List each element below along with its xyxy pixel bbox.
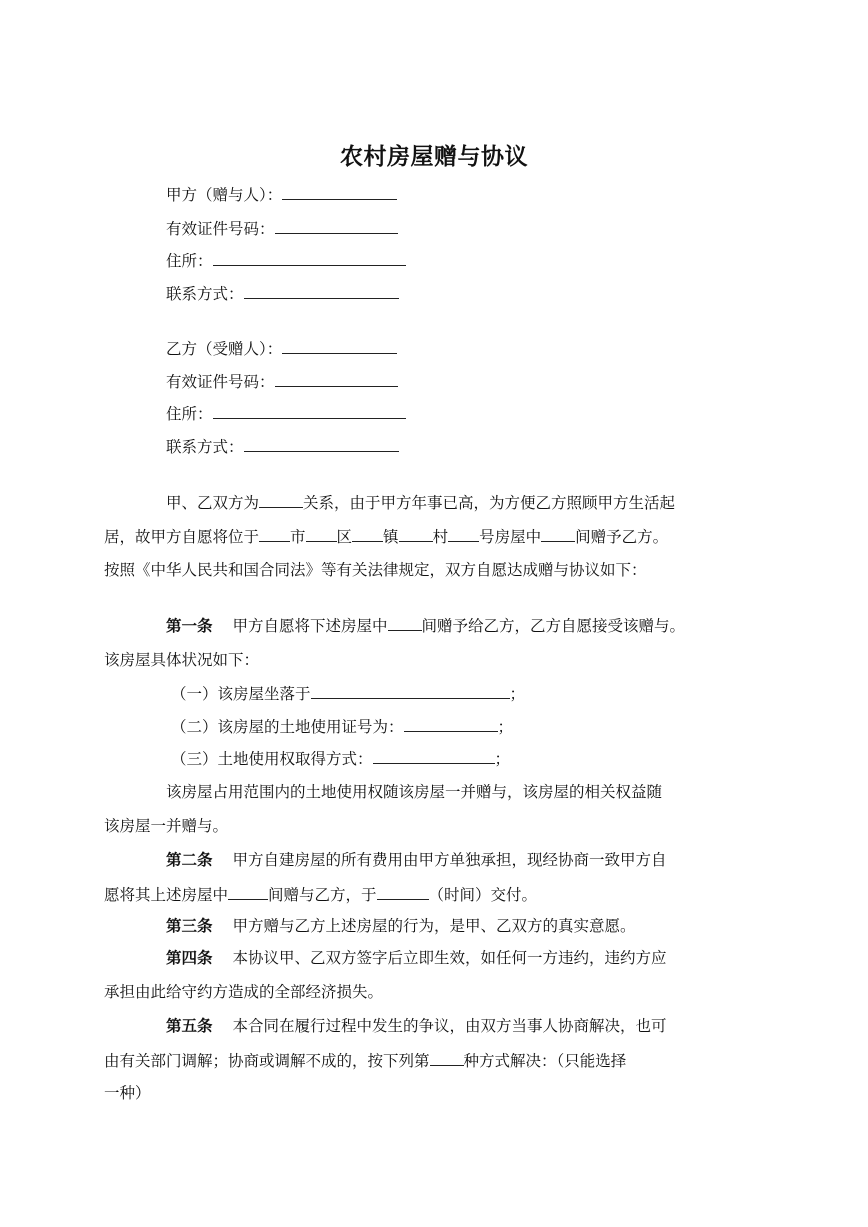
- article-1-heading: 第一条: [166, 617, 213, 635]
- preamble-text: 号房屋中: [479, 528, 542, 546]
- item-text: （三）土地使用权取得方式：: [171, 750, 373, 768]
- party-b-blank[interactable]: [282, 338, 397, 354]
- house-number-blank[interactable]: [448, 526, 479, 542]
- article-2-text: 间赠与乙方，于: [268, 886, 377, 904]
- land-acquisition-blank[interactable]: [373, 748, 495, 764]
- dispute-method-blank[interactable]: [430, 1050, 464, 1066]
- party-a-contact-line: [166, 283, 399, 304]
- party-a-id-line: [166, 218, 398, 239]
- article-3-heading: 第三条: [166, 917, 213, 935]
- party-a-label: 甲方（赠与人）：: [166, 186, 283, 204]
- land-certificate-blank[interactable]: [404, 716, 498, 732]
- preamble-text: 关系，由于甲方年事已高，为方便乙方照顾甲方生活起: [303, 494, 676, 512]
- party-a-contact-label: 联系方式：: [166, 285, 244, 303]
- party-b-address-line: [166, 403, 406, 424]
- article-2-room-blank[interactable]: [228, 884, 268, 900]
- party-b-line: [166, 338, 397, 359]
- article-5-heading: 第五条: [166, 1017, 213, 1035]
- article-1-item-1: [171, 683, 525, 704]
- party-b-contact-blank[interactable]: [244, 436, 399, 452]
- article-5-line-1: [166, 1016, 667, 1036]
- preamble-text: 居，故甲方自愿将位于: [104, 528, 260, 546]
- party-b-address-blank[interactable]: [213, 403, 406, 419]
- party-a-id-label: 有效证件号码：: [166, 220, 275, 238]
- article-1-line-4: 该房屋一并赠与。: [104, 817, 229, 835]
- article-2-line-2: [104, 884, 537, 905]
- article-1-line-3: 该房屋占用范围内的土地使用权随该房屋一并赠与，该房屋的相关权益随: [166, 783, 663, 801]
- party-a-id-blank[interactable]: [275, 218, 398, 234]
- page-title: 农村房屋赠与协议: [340, 144, 528, 170]
- article-1-text: 甲方自愿将下述房屋中: [232, 617, 388, 635]
- room-count-blank[interactable]: [541, 526, 575, 542]
- party-b-address-label: 住所：: [166, 405, 213, 423]
- item-text: （一）该房屋坐落于: [171, 685, 311, 703]
- article-3-line-1: [166, 916, 636, 936]
- preamble-text: 村: [432, 528, 449, 546]
- article-4-line-1: [166, 948, 667, 968]
- article-1-item-2: [171, 716, 513, 737]
- party-a-blank[interactable]: [282, 184, 397, 200]
- preamble-text: 镇: [383, 528, 399, 546]
- article-3-text: 甲方赠与乙方上述房屋的行为，是甲、乙双方的真实意愿。: [232, 917, 636, 935]
- party-b-id-line: [166, 371, 398, 392]
- article-1-line-1: [166, 615, 685, 636]
- article-5-line-3: 一种）: [104, 1084, 151, 1102]
- article-1-item-3: [171, 748, 510, 769]
- article-5-text: 由有关部门调解；协商或调解不成的，按下列第: [104, 1052, 430, 1070]
- party-a-contact-blank[interactable]: [244, 283, 399, 299]
- article-4-heading: 第四条: [166, 949, 213, 967]
- article-2-line-1: [166, 850, 667, 870]
- preamble-line-3: 按照《中华人民共和国合同法》等有关法律规定，双方自愿达成赠与协议如下：: [104, 561, 647, 579]
- district-blank[interactable]: [306, 526, 337, 542]
- article-4-text: 本协议甲、乙双方签字后立即生效，如任何一方违约，违约方应: [232, 949, 667, 967]
- party-a-address-line: [166, 250, 406, 271]
- article-1-room-blank[interactable]: [388, 615, 422, 631]
- party-b-id-blank[interactable]: [275, 371, 398, 387]
- article-2-text: （时间）交付。: [428, 886, 538, 904]
- item-text: ；: [509, 685, 526, 703]
- item-text: ；: [494, 750, 511, 768]
- article-4-line-2: 承担由此给守约方造成的全部经济损失。: [104, 983, 384, 1001]
- item-text: ；: [497, 718, 514, 736]
- party-b-label: 乙方（受赠人）：: [166, 340, 283, 358]
- town-blank[interactable]: [352, 526, 383, 542]
- article-2-text: 愿将其上述房屋中: [104, 886, 229, 904]
- delivery-time-blank[interactable]: [377, 884, 429, 900]
- preamble-text: 市: [290, 528, 306, 546]
- party-b-contact-label: 联系方式：: [166, 438, 244, 456]
- relationship-blank[interactable]: [259, 492, 303, 508]
- party-b-contact-line: [166, 436, 399, 457]
- village-blank[interactable]: [399, 526, 433, 542]
- article-5-line-2: [104, 1050, 626, 1071]
- item-text: （二）该房屋的土地使用证号为：: [171, 718, 404, 736]
- preamble-text: 间赠予乙方。: [575, 528, 669, 546]
- preamble-text: 甲、乙双方为: [166, 494, 260, 512]
- preamble-text: 区: [336, 528, 353, 546]
- article-1-line-2: 该房屋具体状况如下：: [104, 651, 260, 669]
- article-2-text: 甲方自建房屋的所有费用由甲方单独承担，现经协商一致甲方自: [232, 851, 667, 869]
- party-b-id-label: 有效证件号码：: [166, 373, 275, 391]
- article-5-text: 种方式解决：（只能选择: [463, 1052, 627, 1070]
- article-2-heading: 第二条: [166, 851, 213, 869]
- article-1-text: 间赠予给乙方，乙方自愿接受该赠与。: [421, 617, 686, 635]
- preamble-line-1: [166, 492, 675, 513]
- party-a-address-blank[interactable]: [213, 250, 406, 266]
- location-blank[interactable]: [311, 683, 510, 699]
- article-5-text: 本合同在履行过程中发生的争议，由双方当事人协商解决，也可: [232, 1017, 667, 1035]
- city-blank[interactable]: [259, 526, 290, 542]
- party-a-address-label: 住所：: [166, 252, 213, 270]
- preamble-line-2: [104, 526, 668, 547]
- party-a-line: [166, 184, 397, 205]
